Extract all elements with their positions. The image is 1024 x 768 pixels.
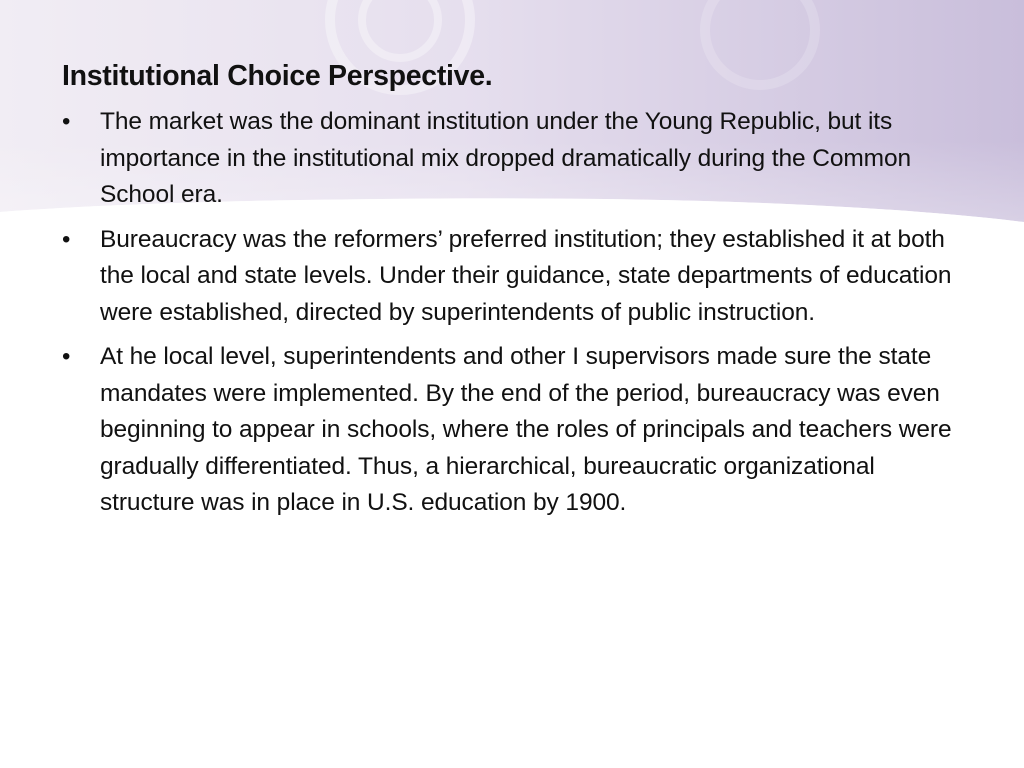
bullet-icon: • [62, 343, 71, 370]
slide-content [62, 58, 962, 530]
bullet-list [62, 104, 962, 522]
bullet-item [62, 339, 962, 522]
bullet-item [62, 222, 962, 332]
bullet-icon: • [62, 108, 71, 135]
bullet-text: The market was the dominant institution under the Young Republic, but its importance in the institutional mix dropped dramatically during the Common School era. [100, 108, 912, 208]
slide-title: Institutional Choice Perspective. [62, 60, 493, 92]
bullet-icon: • [62, 225, 71, 253]
bullet-text: At he local level, superintendents and other I supervisors made sure the state mandates were implemented. By the end of the period, bureaucracy was even beginning to appear in schools, where the roles of principals and teachers were gradually differentiated. Thus, a hierarchical, bureaucratic organizational structure was in place in U.S. education by 1900. [100, 343, 952, 516]
bullet-item [62, 104, 962, 214]
bullet-text: Bureaucracy was the reformers’ preferred institution; they established it at both the local and state levels. Under their guidance, state departments of education were established, directed by superintendents of public instruction. [100, 225, 952, 326]
